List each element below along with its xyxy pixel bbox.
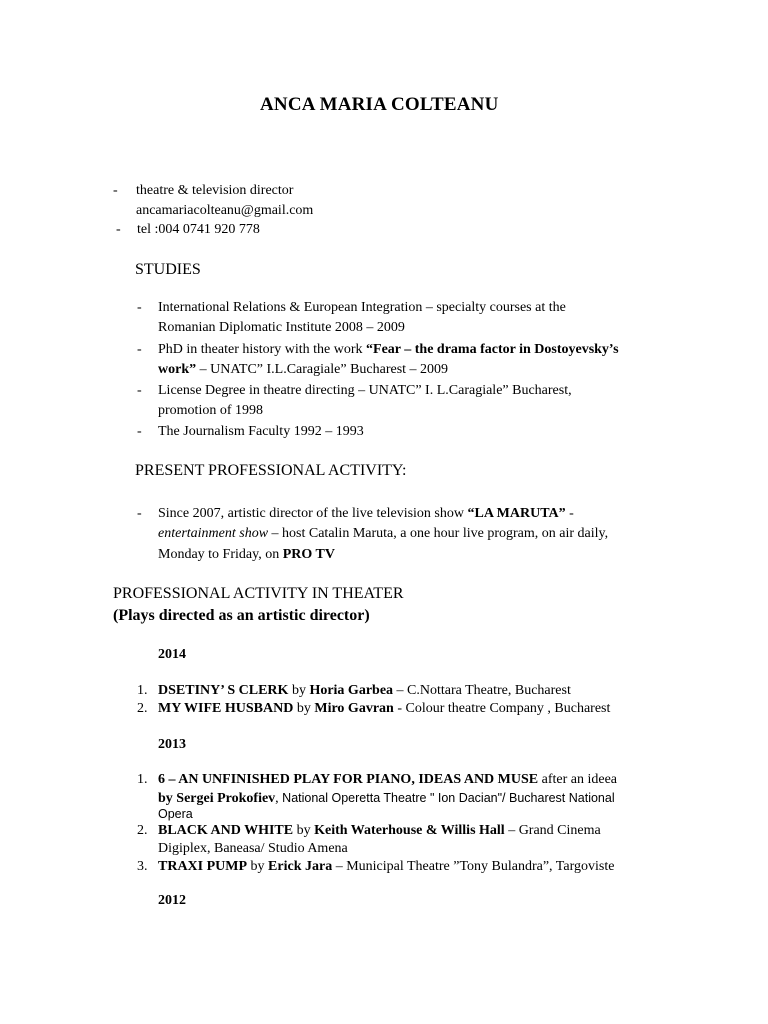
list-number: 2. [137,701,148,716]
year-2014: 2014 [158,647,186,662]
bullet: - [137,383,142,398]
present-activity-heading: PRESENT PROFESSIONAL ACTIVITY: [135,462,407,479]
present-line-1: Since 2007, artistic director of the live television show “LA MARUTA” - [158,506,574,521]
list-number: 1. [137,772,148,787]
theater-subheading: (Plays directed as an artistic director) [113,607,370,624]
list-number: 1. [137,683,148,698]
bullet: - [137,424,142,439]
study-item-3-line-2: promotion of 1998 [158,403,263,418]
contact-phone: tel :004 0741 920 778 [137,222,260,237]
list-number: 3. [137,859,148,874]
bullet: - [137,300,142,315]
study-item-2-line-1: PhD in theater history with the work “Fear – the drama factor in Dostoyevsky’s [158,342,619,357]
present-line-2: entertainment show – host Catalin Maruta, a one hour live program, on air daily, [158,526,609,541]
play-2014-2: MY WIFE HUSBAND by Miro Gavran - Colour theatre Company , Bucharest [158,701,611,716]
year-2013: 2013 [158,737,186,752]
bullet: - [116,222,121,237]
list-number: 2. [137,823,148,838]
play-2013-3: TRAXI PUMP by Erick Jara – Municipal Theatre ”Tony Bulandra”, Targoviste [158,859,615,874]
play-2014-1: DSETINY’ S CLERK by Horia Garbea – C.Nottara Theatre, Bucharest [158,683,571,698]
play-2013-1-line-1: 6 – AN UNFINISHED PLAY FOR PIANO, IDEAS AND MUSE after an ideea [158,772,618,787]
studies-heading: STUDIES [135,261,201,278]
play-2013-2-line-1: BLACK AND WHITE by Keith Waterhouse & Willis Hall – Grand Cinema [158,823,601,838]
bullet: - [137,506,142,521]
play-2013-1-line-2: by Sergei Prokofiev, National Operetta Theatre " Ion Dacian"/ Bucharest National [158,791,615,806]
study-item-1-line-1: International Relations & European Integration – specialty courses at the [158,300,566,315]
play-2013-1-line-3: Opera [158,807,193,821]
play-2013-2-line-2: Digiplex, Baneasa/ Studio Amena [158,841,348,856]
contact-email[interactable]: ancamariacolteanu@gmail.com [136,203,314,218]
study-item-3-line-1: License Degree in theatre directing – UNATC” I. L.Caragiale” Bucharest, [158,383,572,398]
bullet: - [137,342,142,357]
page-title: ANCA MARIA COLTEANU [260,94,499,115]
year-2012: 2012 [158,893,186,908]
bullet: - [113,183,118,198]
study-item-4-line-1: The Journalism Faculty 1992 – 1993 [158,424,364,439]
theater-heading: PROFESSIONAL ACTIVITY IN THEATER [113,585,404,602]
present-line-3: Monday to Friday, on PRO TV [158,547,335,562]
contact-role: theatre & television director [136,183,294,198]
study-item-2-line-2: work” – UNATC” I.L.Caragiale” Bucharest – 2009 [158,362,449,377]
study-item-1-line-2: Romanian Diplomatic Institute 2008 – 2009 [158,320,405,335]
